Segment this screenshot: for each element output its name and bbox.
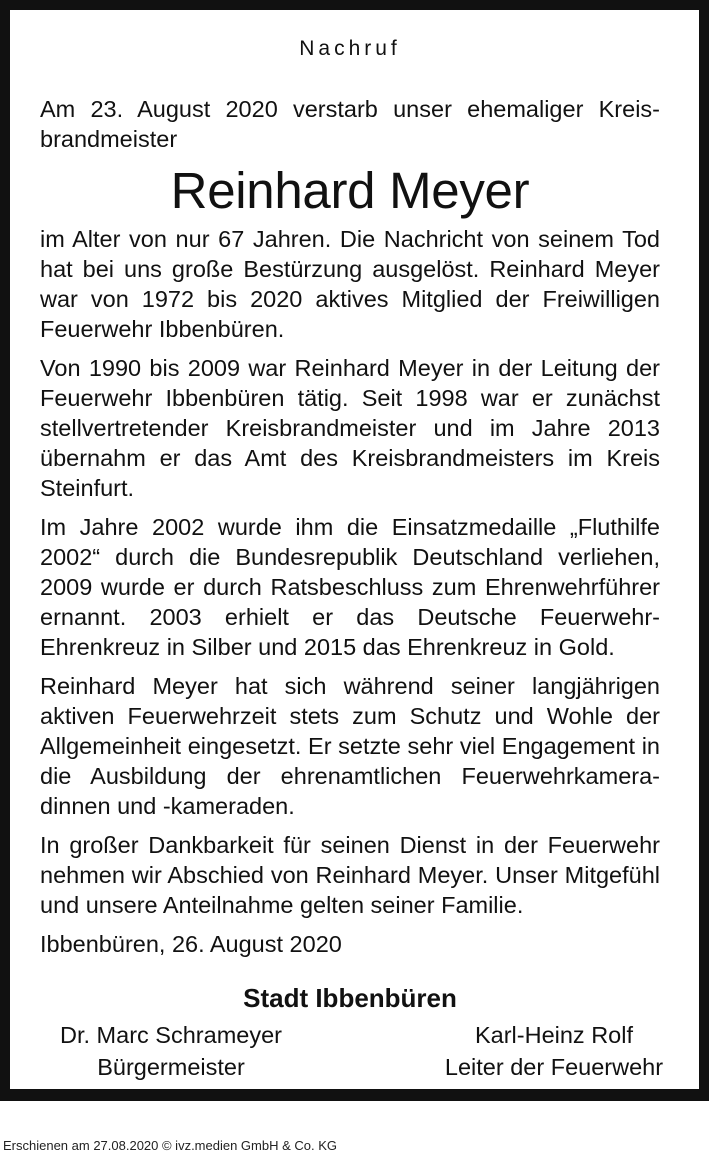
publication-footer: Erschienen am 27.08.2020 © ivz.medien GmbH & Co. KG bbox=[3, 1138, 338, 1153]
deceased-name: Reinhard Meyer bbox=[170, 162, 530, 219]
signer-fire-chief bbox=[424, 1019, 684, 1083]
signatories bbox=[40, 1019, 664, 1083]
paragraph-age: im Alter von nur 67 Jahren. Die Nachricht von seinem Tod hat bei uns große Bestürzung ausgelöst. Reinhard Meyer war von 1972 bis 2020 aktives Mitglied der Freiwilligen Feuerwehr Ibbenbüren. bbox=[40, 226, 660, 342]
notice-heading: Nachruf bbox=[299, 37, 401, 60]
signer-name: Karl-Heinz Rolf bbox=[474, 1022, 634, 1048]
signer-role: Leiter der Feuerwehr bbox=[444, 1054, 664, 1080]
signer-mayor bbox=[26, 1019, 316, 1083]
paragraph-career: Von 1990 bis 2009 war Reinhard Meyer in der Leitung der Feuerwehr Ibbenbüren tätig. Seit 1998 war er zunächst stellvertretender Kreisbrandmeister und im Jahre 2013 übernahm er das Amt des Kreisbrandmeisters im Kreis Steinfurt. bbox=[40, 355, 660, 501]
place-date: Ibbenbüren, 26. August 2020 bbox=[40, 931, 342, 957]
paragraph-honors: Im Jahre 2002 wurde ihm die Einsatzmedaille „Fluthilfe 2002“ durch die Bundesrepublik Deutschland verliehen, 2009 wurde er durch Ratsbeschluss zum Ehrenwehrführer ernannt. 2003 erhielt er das Deutsche Feuerwehr-Ehrenkreuz in Silber und 2015 das Ehrenkreuz in Gold. bbox=[40, 514, 660, 660]
paragraph-farewell: In großer Dankbarkeit für seinen Dienst in der Feuerwehr nehmen wir Abschied von Reinhard Meyer. Unser Mitgefühl und unsere Anteilnahme gelten seiner Familie. bbox=[40, 832, 660, 918]
organization-name: Stadt Ibbenbüren bbox=[243, 983, 457, 1013]
intro-text: Am 23. August 2020 verstarb unser ehemaliger Kreisbrandmeister bbox=[40, 96, 660, 152]
signer-role: Bürgermeister bbox=[97, 1054, 245, 1080]
signer-name: Dr. Marc Schrameyer bbox=[60, 1022, 282, 1048]
obituary-content bbox=[10, 10, 699, 1089]
paragraph-engagement: Reinhard Meyer hat sich während seiner langjährigen aktiven Feuerwehrzeit stets zum Schutz und Wohle der Allgemeinheit eingesetzt. Er setzte sehr viel Engagement in die Ausbildung der ehrenamtlichen Feuerwehrkameradinnen und -kameraden. bbox=[40, 673, 660, 819]
